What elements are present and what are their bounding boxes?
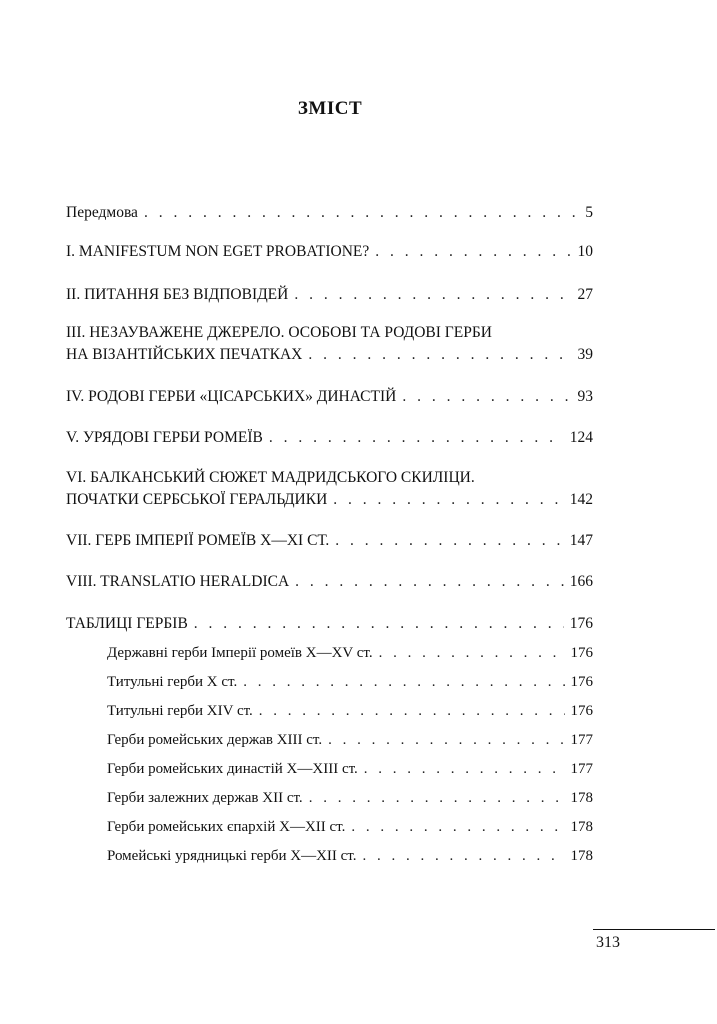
toc-entry-chapter-3[interactable]: [66, 322, 593, 366]
dot-leader: [364, 758, 565, 780]
page-title: ЗМІСТ: [297, 98, 363, 119]
toc-entry-preface[interactable]: [66, 202, 593, 224]
toc-entry-title: Передмова: [66, 204, 138, 221]
toc-entry-page: 93: [577, 388, 593, 405]
toc-entry-page: 27: [577, 286, 593, 303]
toc-subentry-page: 176: [570, 703, 593, 719]
toc-subentry[interactable]: [107, 700, 593, 722]
toc-subentry-title: Титульні герби X ст.: [107, 674, 238, 690]
toc-entry-title: VIII. TRANSLATIO HERALDICA: [66, 573, 290, 590]
dot-leader: [259, 700, 565, 722]
dot-leader: [363, 845, 565, 867]
toc-subentry-title: Державні герби Імперії ромеїв X—XV ст.: [107, 645, 373, 661]
dot-leader: [375, 241, 571, 263]
toc-entry-page: 39: [577, 346, 593, 363]
toc-entry-chapter-8[interactable]: [66, 571, 593, 593]
toc-entry-page: 147: [569, 532, 593, 549]
toc-entry-title: IV. РОДОВІ ГЕРБИ «ЦІСАРСЬКИХ» ДИНАСТІЙ: [66, 388, 397, 405]
toc-subentry-page: 178: [570, 790, 593, 806]
toc-entry-title: НА ВІЗАНТІЙСЬКИХ ПЕЧАТКАХ: [66, 346, 303, 363]
toc-subentry-title: Герби залежних держав XII ст.: [107, 790, 303, 806]
toc-entry-title: I. MANIFESTUM NON EGET PROBATIONE?: [66, 243, 370, 260]
toc-entry-page: 142: [569, 491, 593, 508]
toc-subentry[interactable]: [107, 845, 593, 867]
toc-subentry[interactable]: [107, 671, 593, 693]
footer-rule: [593, 929, 715, 930]
toc-entry-title-line1: VI. БАЛКАНСЬКИЙ СЮЖЕТ МАДРИДСЬКОГО СКИЛІЦИ.: [66, 469, 475, 486]
dot-leader: [295, 571, 564, 593]
toc-subentry-page: 177: [570, 761, 593, 777]
dot-leader: [194, 613, 564, 635]
toc-entry-page: 10: [577, 243, 593, 260]
dot-leader: [335, 530, 564, 552]
toc-subentry-title: Титульні герби XIV ст.: [107, 703, 253, 719]
dot-leader: [309, 787, 565, 809]
toc-subentry[interactable]: [107, 642, 593, 664]
toc-entry-chapter-6[interactable]: [66, 467, 593, 511]
toc-subentry-title: Ромейські урядницькі герби X—XII ст.: [107, 848, 357, 864]
toc-entry-title: VII. ГЕРБ ІМПЕРІЇ РОМЕЇВ X—XI СТ.: [66, 532, 330, 549]
toc-subentry[interactable]: [107, 787, 593, 809]
toc-entry-chapter-5[interactable]: [66, 427, 593, 449]
dot-leader: [402, 386, 571, 408]
toc-entry-chapter-4[interactable]: [66, 386, 593, 408]
dot-leader: [269, 427, 564, 449]
toc-entry-page: 166: [569, 573, 593, 590]
dot-leader: [308, 344, 571, 366]
toc-entry-page: 5: [585, 204, 593, 221]
toc-entry-chapter-1[interactable]: [66, 241, 593, 263]
dot-leader: [379, 642, 565, 664]
toc-subentry-page: 176: [570, 645, 593, 661]
toc-entry-title: II. ПИТАННЯ БЕЗ ВІДПОВІДЕЙ: [66, 286, 289, 303]
toc-entry-chapter-7[interactable]: [66, 530, 593, 552]
page-number: 313: [596, 934, 620, 951]
toc-entry-page: 176: [569, 615, 593, 632]
dot-leader: [294, 284, 571, 306]
toc-entry-title: V. УРЯДОВІ ГЕРБИ РОМЕЇВ: [66, 429, 263, 446]
toc-subentry-page: 178: [570, 819, 593, 835]
dot-leader: [144, 202, 579, 224]
toc-subentry-title: Герби ромейських єпархій X—XII ст.: [107, 819, 346, 835]
toc-subentry[interactable]: [107, 816, 593, 838]
toc-entry-chapter-2[interactable]: [66, 284, 593, 306]
dot-leader: [333, 489, 563, 511]
toc-subentry-page: 178: [570, 848, 593, 864]
toc-subentry-page: 176: [570, 674, 593, 690]
toc-entry-page: 124: [569, 429, 593, 446]
toc-subentry-title: Герби ромейських династій X—XIII ст.: [107, 761, 358, 777]
toc-entry-tables[interactable]: [66, 613, 593, 635]
toc-entry-title: ТАБЛИЦІ ГЕРБІВ: [66, 615, 188, 632]
toc-subentry-title: Герби ромейських держав XIII ст.: [107, 732, 323, 748]
toc-subentry-page: 177: [570, 732, 593, 748]
dot-leader: [351, 816, 564, 838]
dot-leader: [328, 729, 564, 751]
toc-subentry[interactable]: [107, 729, 593, 751]
toc-entry-title-line1: III. НЕЗАУВАЖЕНЕ ДЖЕРЕЛО. ОСОБОВІ ТА РОДОВІ ГЕРБИ: [66, 324, 492, 341]
toc-entry-title: ПОЧАТКИ СЕРБСЬКОЇ ГЕРАЛЬДИКИ: [66, 491, 328, 508]
toc-subentry[interactable]: [107, 758, 593, 780]
dot-leader: [243, 671, 564, 693]
